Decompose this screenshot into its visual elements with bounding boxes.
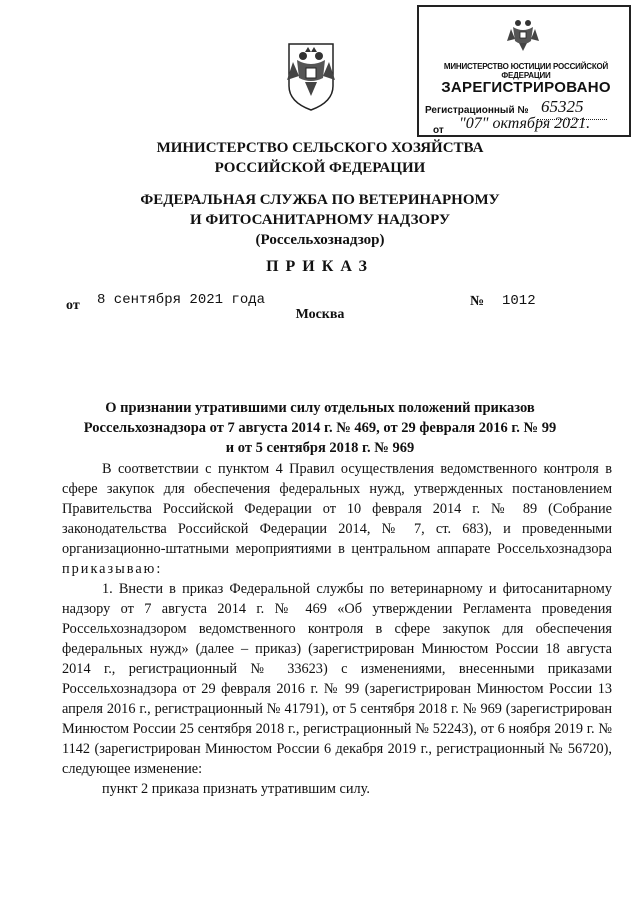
service-line-1: ФЕДЕРАЛЬНАЯ СЛУЖБА ПО ВЕТЕРИНАРНОМУ xyxy=(140,192,500,208)
order-date: 8 сентября 2021 года xyxy=(97,292,266,308)
subject-line-3: и от 5 сентября 2018 г. № 969 xyxy=(225,440,415,456)
paragraph-preamble xyxy=(62,459,612,579)
service-line-2: И ФИТОСАНИТАРНОМУ НАДЗОРУ xyxy=(190,212,450,228)
date-prefix: от xyxy=(66,298,80,313)
number-prefix: № xyxy=(470,294,485,309)
service-heading xyxy=(0,190,640,250)
subject-line-2: Россельхознадзора от 7 августа 2014 г. № 469, от 29 февраля 2016 г. № 99 xyxy=(83,420,557,436)
paragraph-item-1: 1. Внести в приказ Федеральной службы по ветеринарному и фитосанитарному надзору от 7 августа 2014 г. № 469 «Об утверждении Регламента проведения Россельхознадзором ведомственного контроля в сфере закупок для обеспечения федеральных нужд» (далее – приказ) (зарегистрирован Минюстом России 18 августа 2014 г., регистрационный № 33623) с изменениями, внесенными приказами Россельхознадзора от 29 февраля 2016 г. № 99 (зарегистрирован Минюстом России 13 апреля 2016 г., регистрационный № 41791), от 5 сентября 2018 г. № 969 (зарегистрирован Минюстом России 25 сентября 2018 г., регистрационный № 52243), от 6 ноября 2019 г. № 1142 (зарегистрирован Минюстом России 6 декабря 2019 г., регистрационный № 56720), следующее изменение: xyxy=(62,581,612,777)
order-number: 1012 xyxy=(502,293,536,309)
stamp-date-label: от xyxy=(433,125,444,136)
document-title: ПРИКАЗ xyxy=(266,258,374,275)
ministry-heading xyxy=(0,138,640,178)
service-short-name: (Россельхознадзор) xyxy=(255,232,385,248)
stamp-registered: ЗАРЕГИСТРИРОВАНО xyxy=(441,79,611,96)
order-word: приказываю: xyxy=(62,561,163,577)
stamp-regnum-value: 65325 xyxy=(541,97,584,116)
city: Москва xyxy=(295,307,345,322)
stamp-emblem-icon xyxy=(505,13,541,53)
registration-stamp xyxy=(417,5,631,137)
stamp-date-value: "07" октября 2021. xyxy=(459,115,591,132)
order-subject xyxy=(0,398,640,458)
stamp-ministry: МИНИСТЕРСТВО ЮСТИЦИИ РОССИЙСКОЙ ФЕДЕРАЦИИ xyxy=(443,62,609,80)
preamble-text: В соответствии с пунктом 4 Правил осуществления ведомственного контроля в сфере закупок для обеспечения федеральных нужд, утвержденных постановлением Правительства Российской Федерации от 10 февраля 2014 г. № 89 (Собрание законодательства Российской Федерации 2014, № 7, ст. 683), и проведенными организационно-штатными мероприятиями в центральном аппарате Россельхознадзора xyxy=(62,461,612,557)
paragraph-resolution: пункт 2 приказа признать утратившим силу. xyxy=(102,781,370,797)
stamp-regnum-label: Регистрационный № xyxy=(425,105,529,116)
ministry-line-1: МИНИСТЕРСТВО СЕЛЬСКОГО ХОЗЯЙСТВА xyxy=(156,140,484,156)
coat-of-arms-icon xyxy=(279,38,343,112)
ministry-line-2: РОССИЙСКОЙ ФЕДЕРАЦИИ xyxy=(214,160,426,176)
subject-line-1: О признании утратившими силу отдельных положений приказов xyxy=(105,400,535,416)
body-text xyxy=(62,459,612,799)
